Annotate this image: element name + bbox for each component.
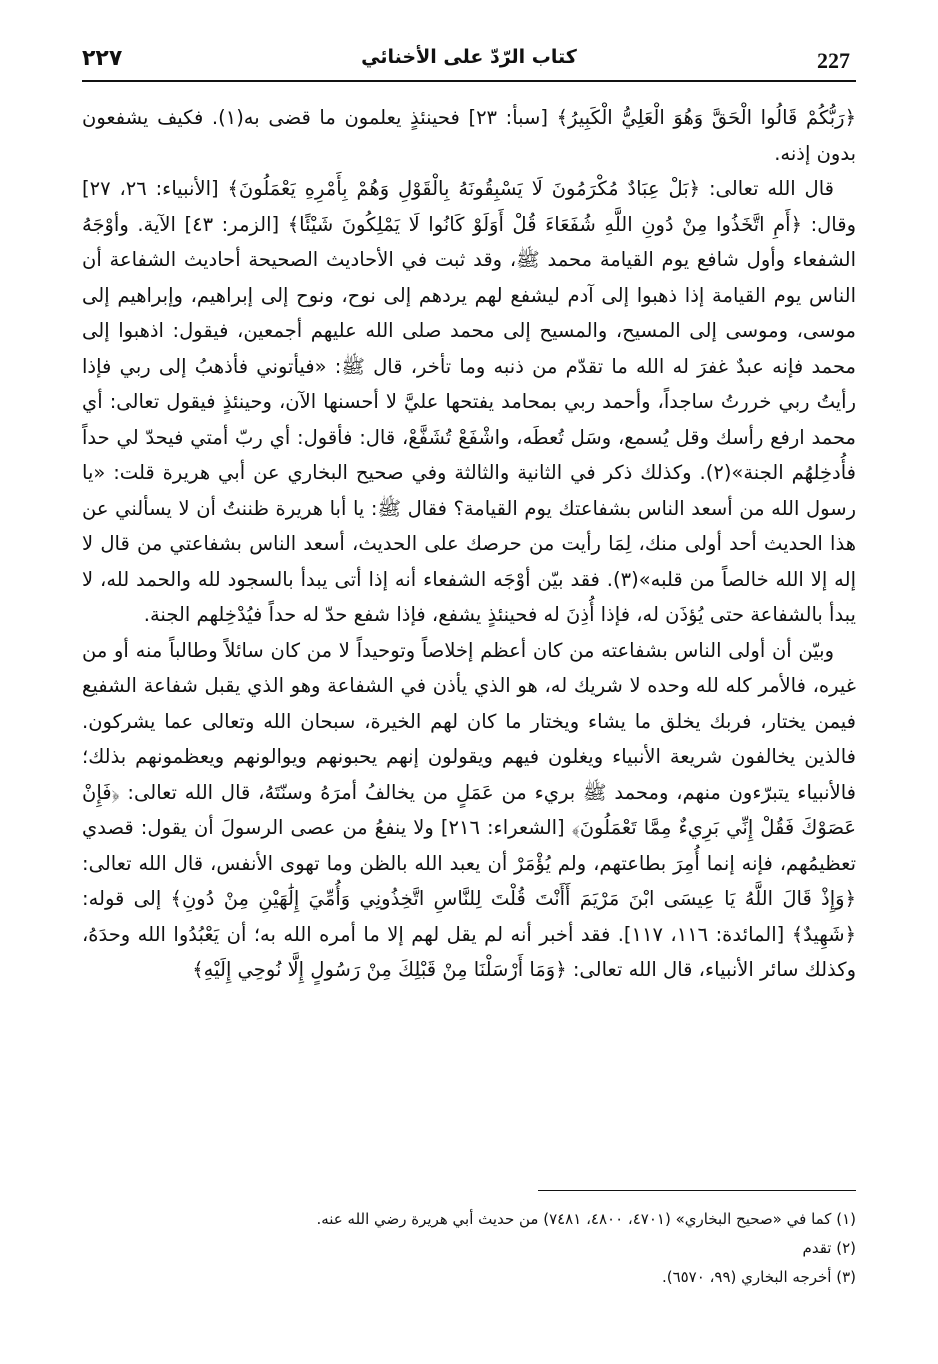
- paragraph-2: قال الله تعالى: ﴿بَلْ عِبَادٌ مُكْرَمُونَ لَا يَسْبِقُونَهُ بِالْقَوْلِ وَهُمْ بِأَمْرِهِ يَعْمَلُونَ﴾ [الأنبياء: ٢٦، ٢٧] وقال: ﴿أَمِ اتَّخَذُوا مِنْ دُونِ اللَّهِ شُفَعَاءَ قُلْ أَوَلَوْ كَانُوا لَا يَمْلِكُونَ شَيْئًا﴾ [الزمر: ٤٣] الآية. وأوْجَهُ الشفعاء وأول شافع يوم القيامة محمد ﷺ، وقد ثبت في الأحاديث الصحيحة أحاديث الشفاعة أن الناس يوم القيامة إذا ذهبوا إلى آدم ليشفع لهم يردهم إلى نوح، ونوح إلى إبراهيم، وإبراهيم إلى موسى، وموسى إلى المسيح، والمسيح إلى محمد صلى الله عليهم أجمعين، فيقول: اذهبوا إلى محمد فإنه عبدٌ غفرَ له الله ما تقدّم من ذنبه وما تأخر، قال ﷺ: «فيأتوني فأذهبُ إلى ربي فإذا رأيتُ ربي خررتُ ساجداً، وأحمد ربي بمحامد يفتحها عليَّ لا أحسنها الآن، وحينئذٍ فيقول تعالى: أي محمد ارفع رأسك وقل يُسمع، وسَل تُعطَه، واشْفَعْ تُشَفَّعْ، قال: فأقول: أي ربّ أمتي فيحدّ لي حداً فأُدخِلهُم الجنة»(٢). وكذلك ذكر في الثانية والثالثة وفي صحيح البخاري عن أبي هريرة قلت: «يا رسول الله من أسعد الناس بشفاعتك يوم القيامة؟ فقال ﷺ: يا أبا هريرة ظننتُ أن لا يسألني عن هذا الحديث أحد أولى منك، لِمَا رأيت من حرصك على الحديث، أسعد الناس بشفاعتي من قال لا إله إلا الله خالصاً من قلبه»(٣). فقد بيّن أوْجَه الشفعاء أنه إذا أتى يبدأ بالسجود لله والحمد لله، لا يبدأ بالشفاعة حتى يُؤذَن له، فإذا أُذِنَ له فحينئذٍ يشفع، فإذا شفع حدّ له حداً فيُدْخِلهم الجنة.: [82, 177, 856, 626]
- book-title: كتاب الرّدّ على الأخنائي: [361, 46, 577, 68]
- footnote-separator: [538, 1190, 856, 1191]
- footnote-3: (٣) أخرجه البخاري (٩٩، ٦٥٧٠).: [661, 1268, 856, 1286]
- footnote-2: (٢) تقدم: [802, 1239, 856, 1257]
- page-number-latin: 227: [817, 48, 850, 73]
- header-rule: [82, 80, 856, 82]
- page-header: [82, 40, 856, 82]
- paragraph-3: وبيّن أن أولى الناس بشفاعته من كان أعظم إخلاصاً وتوحيداً لا من كان سائلاً وطالباً منه أو من غيره، فالأمر كله لله وحده لا شريك له، هو الذي يأذن في الشفاعة وهو الذي يقبل شفاعة الشفيع فيمن يختار، فربك يخلق ما يشاء ويختار ما كان لهم الخيرة، سبحان الله وتعالى عما يشركون. فالذين يخالفون شريعة الأنبياء ويغلون فيهم ويقولون إنهم يحبونهم ويوالونهم ويعظمونهم بذلك؛ فالأنبياء يتبرّءون منهم، ومحمد ﷺ بريء من عَمَلٍ من يخالفُ أمرَهُ وسنّتَهُ، قال الله تعالى: ﴿فَإِنْ عَصَوْكَ فَقُلْ إِنِّي بَرِيءٌ مِمَّا تَعْمَلُونَ﴾ [الشعراء: ٢١٦] ولا ينفعُ من عصى الرسولَ أن يقول: قصدي تعظيمُهم، فإنه إنما أُمِرَ بطاعتهم، ولم يُؤْمَرْ أن يعبد الله بالظن وما تهوى الأنفس، قال الله تعالى: ﴿وَإِذْ قَالَ اللَّهُ يَا عِيسَى ابْنَ مَرْيَمَ أَأَنْتَ قُلْتَ لِلنَّاسِ اتَّخِذُونِي وَأُمِّيَ إِلَٰهَيْنِ مِنْ دُونِ﴾ إلى قوله: ﴿شَهِيدٌ﴾ [المائدة: ١١٦، ١١٧]. فقد أخبر أنه لم يقل لهم إلا ما أمره الله به؛ أن يَعْبُدُوا الله وحدَهُ، وكذلك سائر الأنبياء، قال الله تعالى: ﴿وَمَا أَرْسَلْنَا مِنْ قَبْلِكَ مِنْ رَسُولٍ إِلَّا نُوحِي إِلَيْهِ﴾: [82, 638, 857, 981]
- page-number-arabic: ٢٢٧: [82, 46, 123, 71]
- footnote-1: (١) كما في «صحيح البخاري» (٤٧٠١، ٤٨٠٠، ٧٤٨١) من حديث أبي هريرة رضي الله عنه.: [316, 1210, 856, 1228]
- main-text: [82, 100, 856, 988]
- footnotes: [82, 1205, 856, 1292]
- paragraph-1: ﴿رَبُّكُمْ قَالُوا الْحَقَّ وَهُوَ الْعَلِيُّ الْكَبِيرُ﴾ [سبأ: ٢٣] فحينئذٍ يعلمون ما قضى به(١). فكيف يشفعون بدون إذنه.: [82, 106, 856, 165]
